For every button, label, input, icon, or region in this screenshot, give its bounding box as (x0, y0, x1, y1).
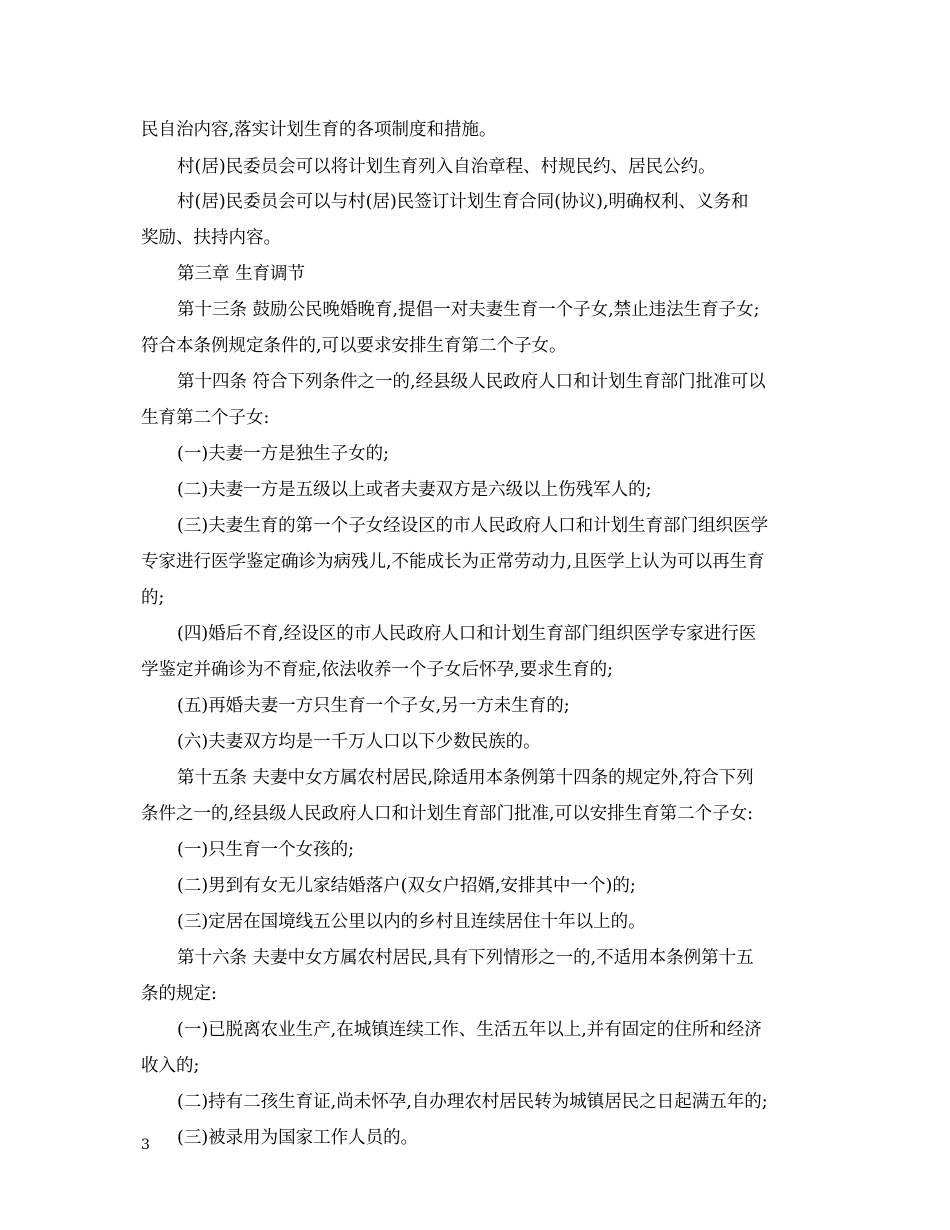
text-line: 第十三条 鼓励公民晚婚晚育,提倡一对夫妻生育一个子女,禁止违法生育子女; (177, 300, 760, 320)
text-line: 条件之一的,经县级人民政府人口和计划生育部门批准,可以安排生育第二个子女: (141, 804, 754, 824)
text-line: (一)夫妻一方是独生子女的; (177, 444, 390, 464)
text-line: 第十四条 符合下列条件之一的,经县级人民政府人口和计划生育部门批准可以 (177, 372, 766, 392)
text-line: 专家进行医学鉴定确诊为病残儿,不能成长为正常劳动力,且医学上认为可以再生育 (141, 552, 765, 572)
text-line: 村(居)民委员会可以与村(居)民签订计划生育合同(协议),明确权利、义务和 (177, 192, 749, 212)
text-line: 生育第二个子女: (141, 408, 270, 428)
text-line: (六)夫妻双方均是一千万人口以下少数民族的。 (177, 732, 541, 752)
text-line: 第十六条 夫妻中女方属农村居民,具有下列情形之一的,不适用本条例第十五 (177, 948, 754, 968)
text-line: 奖励、扶持内容。 (141, 228, 281, 248)
text-line: 的; (141, 588, 165, 608)
text-line: (二)夫妻一方是五级以上或者夫妻双方是六级以上伤残军人的; (177, 480, 652, 500)
text-line: 符合本条例规定条件的,可以要求安排生育第二个子女。 (141, 336, 567, 356)
text-line: (二)男到有女无儿家结婚落户(双女户招婿,安排其中一个)的; (177, 876, 636, 896)
text-line: (三)被录用为国家工作人员的。 (177, 1128, 419, 1148)
text-line: (一)已脱离农业生产,在城镇连续工作、生活五年以上,并有固定的住所和经济 (177, 1020, 762, 1040)
chapter-heading: 第三章 生育调节 (177, 264, 306, 284)
text-line: 村(居)民委员会可以将计划生育列入自治章程、村规民约、居民公约。 (177, 157, 716, 177)
text-line: 第十五条 夫妻中女方属农村居民,除适用本条例第十四条的规定外,符合下列 (177, 768, 754, 788)
text-line: (二)持有二孩生育证,尚未怀孕,自办理农村居民转为城镇居民之日起满五年的; (177, 1092, 768, 1112)
text-line: (四)婚后不育,经设区的市人民政府人口和计划生育部门组织医学专家进行医 (177, 624, 757, 644)
text-line: (三)夫妻生育的第一个子女经设区的市人民政府人口和计划生育部门组织医学 (177, 516, 769, 536)
text-line: 条的规定: (141, 984, 217, 1004)
text-line: 学鉴定并确诊为不育症,依法收养一个子女后怀孕,要求生育的; (141, 660, 614, 680)
page-number: 3 (141, 1137, 150, 1153)
text-line: (三)定居在国境线五公里以内的乡村且连续居住十年以上的。 (177, 912, 646, 932)
text-line: 民自治内容,落实计划生育的各项制度和措施。 (141, 120, 497, 140)
text-line: (五)再婚夫妻一方只生育一个子女,另一方未生育的; (177, 696, 570, 716)
text-line: (一)只生育一个女孩的; (177, 840, 355, 860)
text-line: 收入的; (141, 1056, 200, 1076)
